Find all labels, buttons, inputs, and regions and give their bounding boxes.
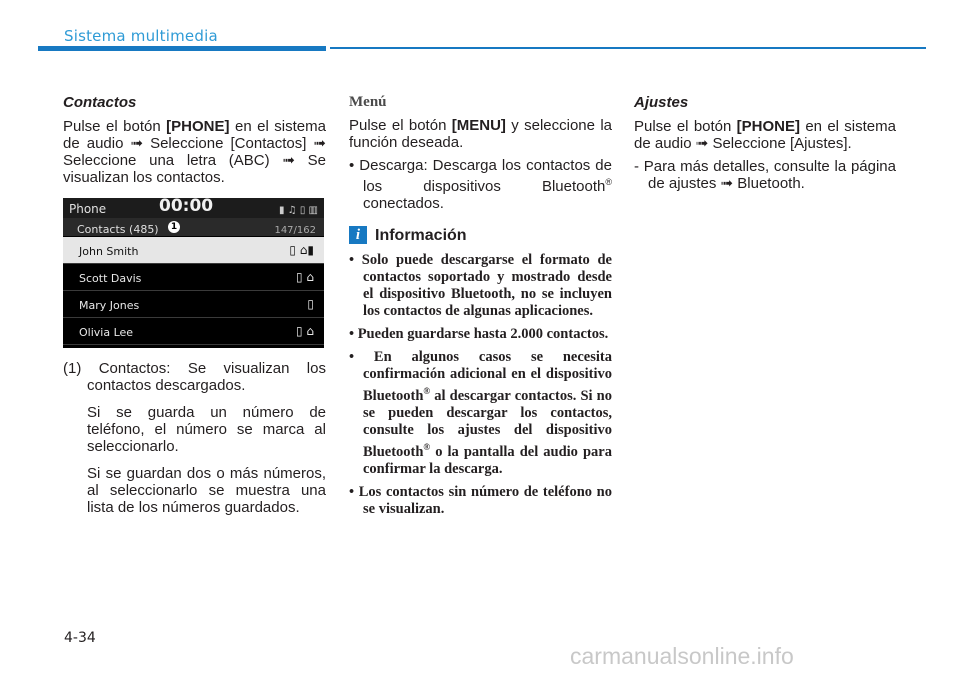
section-title: Sistema multimedia: [64, 27, 218, 45]
heading-settings: Ajustes: [634, 94, 689, 111]
info-icon: i: [349, 226, 367, 244]
intro-text: Pulse el botón: [63, 118, 167, 135]
intro-text: Pulse el botón: [349, 117, 452, 134]
contact-type-icons: ▯ ⌂: [295, 270, 314, 284]
registered-mark: ®: [423, 386, 431, 396]
column-menu: [349, 94, 612, 518]
note-multiple-numbers: Si se guardan dos o más números, al seleccionarlo se muestra una lista de los números guardados.: [87, 465, 326, 516]
column-contacts: [63, 94, 326, 516]
screen-title: Phone: [69, 202, 107, 216]
column-settings: [634, 94, 896, 192]
settings-note: - Para más detalles, consulte la página de ajustes ➟ Bluetooth.: [634, 158, 896, 192]
intro-text-cont: y seleccione la función deseada.: [349, 117, 612, 151]
info-item: [349, 349, 612, 478]
info-header: [349, 226, 612, 244]
info-item: • Pueden guardarse hasta 2.000 contactos.: [349, 326, 609, 342]
info-title: Información: [375, 226, 467, 244]
header-rule-thin: [330, 47, 926, 49]
note-contacts: (1) Contactos: Se visualizan los contactos descargados.: [63, 360, 326, 394]
info-text: • En algunos casos se necesita confirmación adicional en el dispositivo Bluetooth: [349, 349, 612, 404]
intro-text-cont: en el sistema de audio ➟ Seleccione [Ajustes].: [634, 118, 896, 152]
header-rule-thick: [38, 46, 326, 51]
info-item: • Los contactos sin número de teléfono no se visualizan.: [349, 483, 612, 517]
contact-name: John Smith: [79, 245, 139, 258]
phone-key-label: [PHONE]: [166, 118, 230, 135]
settings-intro: [634, 118, 896, 152]
contact-row: [63, 291, 324, 318]
contact-type-icons: ▯ ⌂▮: [289, 243, 314, 257]
menu-intro: [349, 117, 612, 151]
registered-mark: ®: [605, 177, 612, 187]
phone-contacts-screen: [63, 198, 324, 348]
contact-name: Scott Davis: [79, 272, 142, 285]
bullet-text: • Descarga: Descarga los contactos de los dispositivos Bluetooth: [349, 157, 612, 195]
contact-row: [63, 318, 324, 345]
registered-mark: ®: [423, 441, 431, 452]
info-item: • Solo puede descargarse el formato de contactos soportado y mostrado desde el dispositivo Bluetooth, no se incluyen los contactos de algunas aplicaciones.: [349, 252, 612, 319]
contact-type-icons: ▯ ⌂: [295, 324, 314, 338]
intro-text-cont: en el sistema de audio ➟ Seleccione [Contactos] ➟ Seleccione una letra (ABC) ➟ Se visualizan los contactos.: [63, 118, 326, 186]
phone-key-label: [PHONE]: [736, 118, 801, 135]
heading-menu: Menú: [349, 94, 387, 110]
download-bullet: [349, 157, 612, 212]
heading-contacts: Contactos: [63, 94, 137, 111]
screen-clock: 00:00: [159, 198, 214, 216]
menu-key-label: [MENU]: [451, 117, 506, 134]
contact-name: Olivia Lee: [79, 326, 134, 339]
intro-text: Pulse el botón: [634, 118, 737, 135]
contacts-intro: [63, 118, 326, 186]
contact-row: [63, 264, 324, 291]
contact-row: [63, 237, 324, 264]
status-icons: ▮ ♫ ▯ ▥: [279, 205, 318, 216]
callout-badge: 1: [168, 221, 180, 233]
bullet-text-end: conectados.: [363, 195, 444, 212]
info-text: o la pantalla del audio para confirmar la descarga.: [363, 443, 612, 477]
contact-type-icons: ▯: [307, 297, 314, 311]
contacts-count: 147/162: [274, 225, 316, 236]
watermark: carmanualsonline.info: [570, 643, 794, 669]
note-single-number: Si se guarda un número de teléfono, el número se marca al seleccionarlo.: [87, 404, 326, 455]
contacts-label: Contacts (485): [77, 223, 159, 236]
page-number: 4-34: [64, 630, 96, 646]
contact-name: Mary Jones: [79, 299, 140, 312]
info-text: al descargar contactos. Si no se pueden descargar los contactos, consulte los ajustes del dispositivo Bluetooth: [363, 387, 612, 460]
